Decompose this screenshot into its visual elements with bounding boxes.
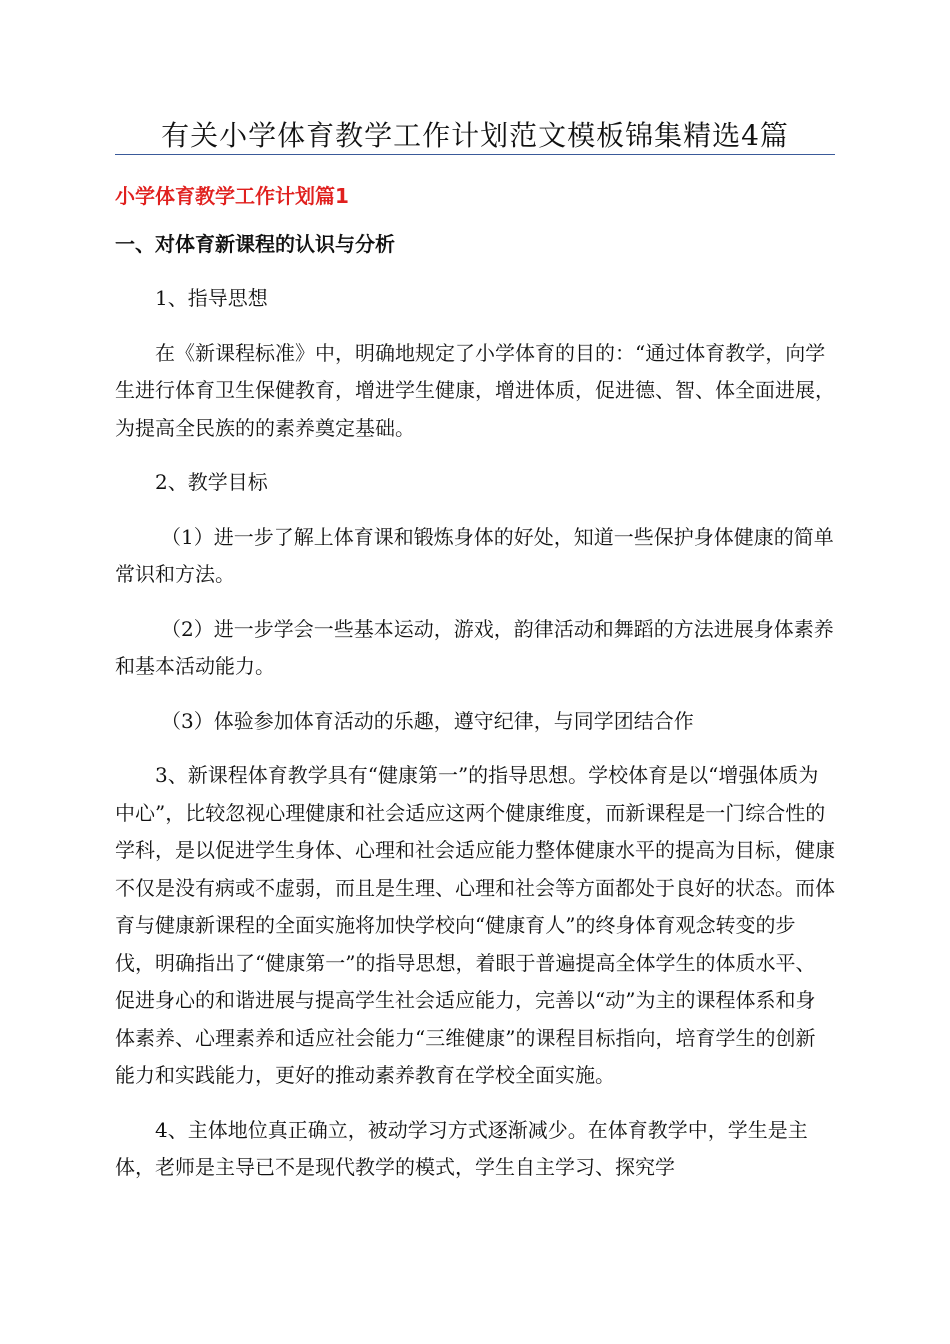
paragraph-goal-2: （2）进一步学会一些基本运动，游戏，韵律活动和舞蹈的方法进展身体素养和基本活动能力。 [115,616,834,678]
paragraph-guiding-thought-heading: 1、指导思想 [155,286,268,310]
subheading: 一、对体育新课程的认识与分析 [115,232,395,256]
paragraph-teaching-goals-heading: 2、教学目标 [155,470,268,494]
paragraph-curriculum-standard: 在《新课程标准》中，明确地规定了小学体育的目的：“通过体育教学，向学生进行体育卫生保健教育，增进学生健康，增进体质，促进德、智、体全面进展，为提高全民族的的素养奠定基础。 [115,340,835,440]
title-underline [115,154,835,155]
paragraph-goal-1: （1）进一步了解上体育课和锻炼身体的好处，知道一些保护身体健康的简单常识和方法。 [115,524,834,586]
paragraph-health-first: 3、新课程体育教学具有“健康第一”的指导思想。学校体育是以“增强体质为中心”，比较忽视心理健康和社会适应这两个健康维度，而新课程是一门综合性的学科，是以促进学生身体、心理和社会适应能力整体健康水平的提高为目标，健康不仅是没有病或不虚弱，而且是生理、心理和社会等方面都处于良好的状态。而体育与健康新课程的全面实施将加快学校向“健康育人”的终身体育观念转变的步伐，明确指出了“健康第一”的指导思想，着眼于普遍提高全体学生的体质水平、促进身心的和谐进展与提高学生社会适应能力，完善以“动”为主的课程体系和身体素养、心理素养和适应社会能力“三维健康”的课程目标指向，培育学生的创新能力和实践能力，更好的推动素养教育在学校全面实施。 [115,763,835,1087]
paragraph-goal-3: （3）体验参加体育活动的乐趣，遵守纪律，与同学团结合作 [161,708,694,733]
paragraph-student-subject: 4、主体地位真正确立，被动学习方式逐渐减少。在体育教学中，学生是主体，老师是主导已不是现代教学的模式，学生自主学习、探究学 [115,1117,808,1179]
document-title: 有关小学体育教学工作计划范文模板锦集精选4篇 [161,119,789,152]
body-text [115,280,835,1204]
section-heading: 小学体育教学工作计划篇1 [115,184,349,208]
